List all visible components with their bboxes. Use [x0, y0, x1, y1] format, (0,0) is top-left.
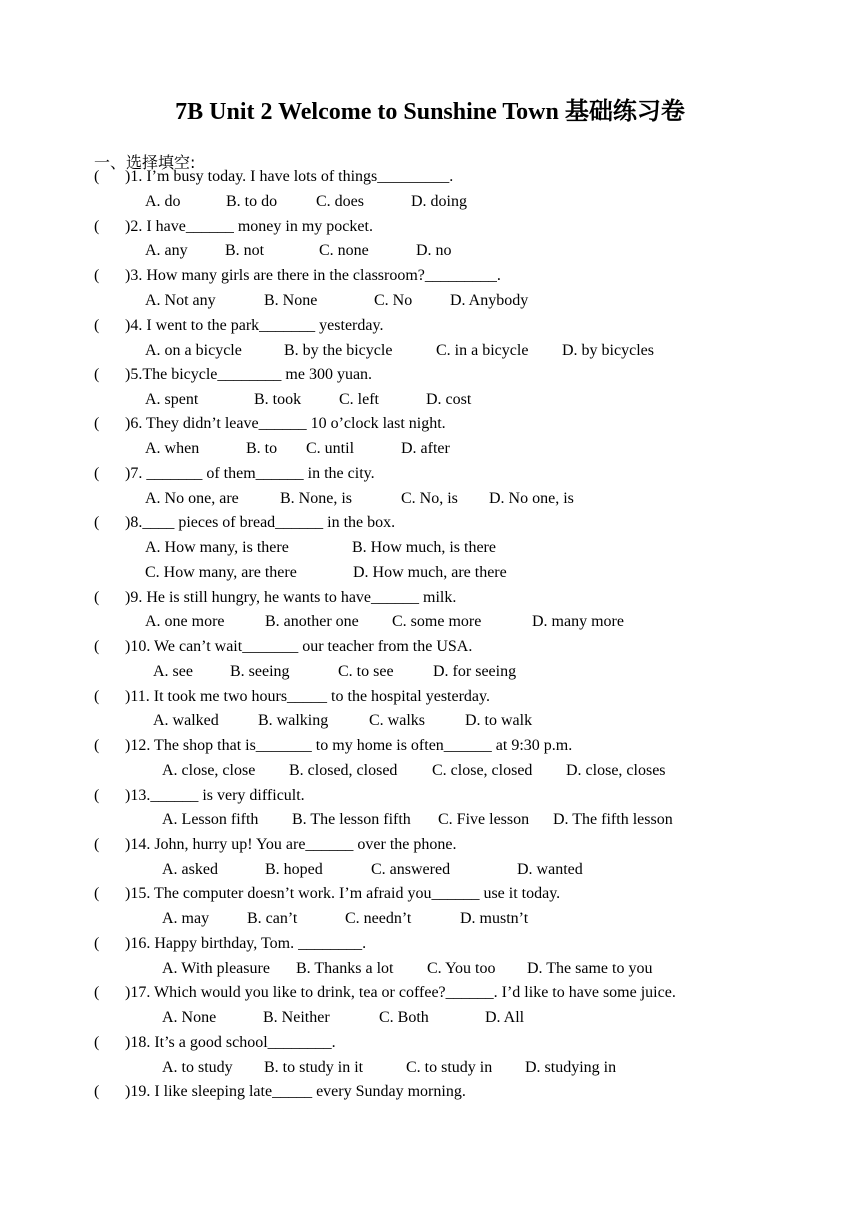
answer-option: B. The lesson fifth [292, 811, 411, 828]
answer-option: A. walked [153, 712, 219, 729]
answer-option: A. asked [162, 861, 218, 878]
answer-option: D. wanted [517, 861, 583, 878]
question-text: )15. The computer doesn’t work. I’m afraid you______ use it today. [125, 885, 561, 902]
answer-bracket: ( [94, 514, 100, 531]
answer-option: B. by the bicycle [284, 342, 393, 359]
answer-option: D. mustn’t [460, 910, 529, 927]
answer-option: B. to do [226, 193, 278, 210]
answer-bracket: ( [94, 737, 100, 754]
answer-option: B. another one [265, 613, 359, 630]
answer-option: A. on a bicycle [145, 342, 242, 359]
question-text: )7. _______ of them______ in the city. [125, 465, 375, 482]
answer-option: B. can’t [247, 910, 298, 927]
answer-option: D. cost [426, 391, 472, 408]
answer-option: A. do [145, 193, 181, 210]
answer-option: C. No, is [401, 490, 458, 507]
answer-option: D. doing [411, 193, 467, 210]
answer-option: D. after [401, 440, 450, 457]
question-text: )14. John, hurry up! You are______ over the phone. [125, 836, 457, 853]
question-text: )10. We can’t wait_______ our teacher from the USA. [125, 638, 473, 655]
answer-bracket: ( [94, 317, 100, 334]
answer-bracket: ( [94, 1083, 100, 1100]
answer-option: D. many more [532, 613, 624, 630]
answer-option: C. close, closed [432, 762, 533, 779]
answer-option: D. All [485, 1009, 525, 1026]
answer-option: D. No one, is [489, 490, 574, 507]
question-text: )18. It’s a good school________. [125, 1034, 336, 1051]
answer-bracket: ( [94, 589, 100, 606]
question-text: )17. Which would you like to drink, tea or coffee?______. I’d like to have some juice. [125, 984, 676, 1001]
question-text: )13.______ is very difficult. [125, 787, 305, 804]
answer-option: A. one more [145, 613, 225, 630]
answer-option: D. studying in [525, 1059, 617, 1076]
answer-option: C. You too [427, 960, 496, 977]
answer-bracket: ( [94, 836, 100, 853]
question-text: )12. The shop that is_______ to my home is often______ at 9:30 p.m. [125, 737, 573, 754]
answer-bracket: ( [94, 415, 100, 432]
answer-option: B. None [264, 292, 318, 309]
answer-option: A. Lesson fifth [162, 811, 259, 828]
answer-option: A. spent [145, 391, 199, 408]
answer-option: C. until [306, 440, 355, 457]
question-text: )9. He is still hungry, he wants to have______ milk. [125, 589, 457, 606]
answer-option: A. may [162, 910, 210, 927]
answer-option: C. to see [338, 663, 394, 680]
answer-option: C. answered [371, 861, 451, 878]
question-text: )3. How many girls are there in the classroom?_________. [125, 267, 501, 284]
answer-bracket: ( [94, 787, 100, 804]
answer-option: D. by bicycles [562, 342, 654, 359]
section-heading: 一、选择填空: [94, 153, 196, 172]
answer-option: C. does [316, 193, 364, 210]
answer-option: A. None [162, 1009, 217, 1026]
answer-option: B. to [246, 440, 278, 457]
answer-option: D. Anybody [450, 292, 529, 309]
answer-option: A. How many, is there [145, 539, 289, 556]
answer-bracket: ( [94, 984, 100, 1001]
answer-option: D. The fifth lesson [553, 811, 673, 828]
answer-option: B. Neither [263, 1009, 330, 1026]
answer-bracket: ( [94, 935, 100, 952]
answer-option: A. Not any [145, 292, 216, 309]
answer-bracket: ( [94, 885, 100, 902]
answer-option: C. left [339, 391, 379, 408]
answer-option: C. none [319, 242, 369, 259]
answer-option: D. to walk [465, 712, 533, 729]
answer-option: C. in a bicycle [436, 342, 529, 359]
answer-option: C. to study in [406, 1059, 493, 1076]
answer-option: D. for seeing [433, 663, 517, 680]
answer-bracket: ( [94, 688, 100, 705]
answer-bracket: ( [94, 267, 100, 284]
answer-option: A. any [145, 242, 188, 259]
answer-option: C. Five lesson [438, 811, 530, 828]
question-text: )8.____ pieces of bread______ in the box. [125, 514, 396, 531]
answer-option: D. no [416, 242, 452, 259]
answer-bracket: ( [94, 218, 100, 235]
answer-bracket: ( [94, 366, 100, 383]
answer-option: A. close, close [162, 762, 256, 779]
answer-option: B. took [254, 391, 302, 408]
answer-option: B. to study in it [264, 1059, 364, 1076]
answer-option: A. No one, are [145, 490, 239, 507]
question-text: )16. Happy birthday, Tom. ________. [125, 935, 367, 952]
answer-bracket: ( [94, 638, 100, 655]
answer-option: B. closed, closed [289, 762, 398, 779]
answer-option: B. walking [258, 712, 329, 729]
question-text: )1. I’m busy today. I have lots of things_________. [125, 168, 454, 185]
answer-option: C. some more [392, 613, 482, 630]
question-text: )19. I like sleeping late_____ every Sunday morning. [125, 1083, 466, 1100]
answer-option: B. not [225, 242, 265, 259]
answer-bracket: ( [94, 168, 100, 185]
answer-option: B. hoped [265, 861, 323, 878]
question-text: )5.The bicycle________ me 300 yuan. [125, 366, 373, 383]
answer-option: A. when [145, 440, 200, 457]
answer-bracket: ( [94, 465, 100, 482]
answer-option: C. Both [379, 1009, 429, 1026]
question-text: )6. They didn’t leave______ 10 o’clock last night. [125, 415, 446, 432]
question-text: )2. I have______ money in my pocket. [125, 218, 373, 235]
answer-option: C. walks [369, 712, 425, 729]
answer-option: D. How much, are there [353, 564, 507, 581]
answer-option: A. see [153, 663, 193, 680]
page-title: 7B Unit 2 Welcome to Sunshine Town 基础练习卷 [175, 99, 685, 125]
answer-option: B. Thanks a lot [296, 960, 394, 977]
answer-option: A. With pleasure [162, 960, 270, 977]
answer-option: B. None, is [280, 490, 352, 507]
answer-option: C. How many, are there [145, 564, 297, 581]
answer-option: A. to study [162, 1059, 233, 1076]
answer-option: B. seeing [230, 663, 290, 680]
answer-option: D. close, closes [566, 762, 666, 779]
answer-option: D. The same to you [527, 960, 653, 977]
answer-option: B. How much, is there [352, 539, 496, 556]
question-text: )4. I went to the park_______ yesterday. [125, 317, 384, 334]
answer-option: C. needn’t [345, 910, 412, 927]
answer-option: C. No [374, 292, 413, 309]
question-text: )11. It took me two hours_____ to the hospital yesterday. [125, 688, 490, 705]
answer-bracket: ( [94, 1034, 100, 1051]
